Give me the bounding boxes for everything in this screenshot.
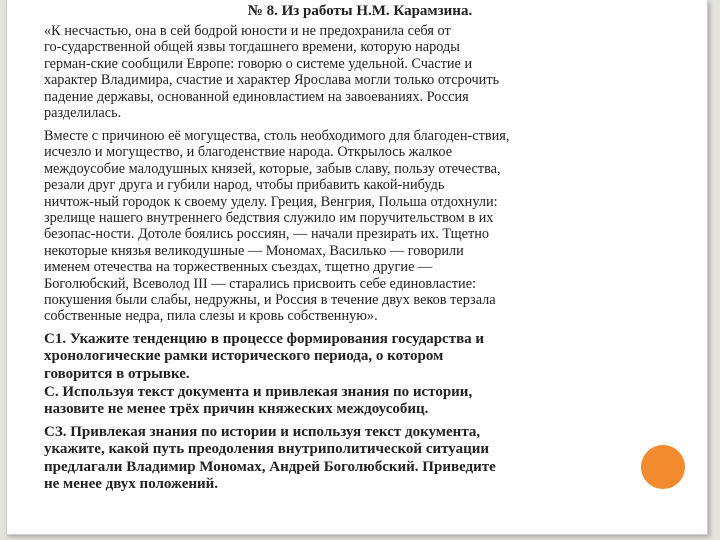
text-line: С. Используя текст документа и привлекая знания по истории, — [44, 384, 473, 400]
text-line: исчезло и могущество, и благоденствие народа. Открылось жалкое — [44, 144, 453, 161]
text-line: предлагали Владимир Мономах, Андрей Боголюбский. Приведите — [44, 458, 496, 475]
text-line: СЗ. Привлекая знания по истории и используя текст документа, — [44, 424, 481, 440]
question-c2 — [44, 384, 706, 419]
text-line: безопас-ности. Дотоле боялись россиян, — начали презирать их. Тщетно — [44, 226, 490, 243]
quote-paragraph-1 — [44, 23, 706, 121]
text-line: «К несчастью, она в сей бодрой юности и не предохранила себя от — [44, 23, 451, 39]
text-line: укажите, какой путь преодоления внутриполитической ситуации — [44, 441, 490, 458]
text-line: Боголюбский, Всеволод III — старались присвоить себе единовластие: — [44, 275, 477, 292]
document-title: № 8. Из работы Н.М. Карамзина. — [247, 3, 473, 19]
question-c3 — [44, 424, 706, 493]
text-line: собственные недра, пила слезы и кровь собственную». — [44, 308, 378, 325]
text-line: некоторые князья великодушные — Мономах, Василько — говорили — [44, 242, 464, 259]
text-line: хронологические рамки исторического периода, о котором — [44, 348, 444, 365]
text-line: не менее двух положений. — [44, 475, 219, 492]
text-line: именем отечества на торжественных съездах, тщетно другие — — [44, 259, 433, 276]
quote-paragraph-2 — [44, 128, 706, 325]
text-line: зрелище нашего внутреннего бедствия служило им поручительством в их — [44, 210, 494, 227]
text-line: ничтож-ный городок к своему уделу. Греция, Венгрия, Польша отдохнули: — [44, 193, 498, 210]
text-line: С1. Укажите тенденцию в процессе формирования государства и — [44, 331, 485, 347]
text-line: назовите не менее трёх причин княжеских междоусобиц. — [44, 401, 429, 418]
question-c1 — [44, 331, 706, 383]
text-line: междоусобие малодушных князей, которые, забыв славу, пользу отечества, — [44, 160, 501, 177]
text-line: Вместе с причиною её могущества, столь необходимого для благоден-ствия, — [44, 128, 510, 144]
text-line: падение державы, основанной единовластием на завоеваниях. Россия — [44, 88, 469, 105]
text-line: герман-ские сообщили Европе: говорю о системе удельной. Счастие и — [44, 55, 473, 72]
text-line: го-сударственной общей язвы тогдашнего времени, которую народы — [44, 39, 460, 56]
text-line: разделилась. — [44, 105, 122, 122]
text-line: покушения были слабы, недружны, и Россия в течение двух веков терзала — [44, 292, 496, 309]
text-line: характер Владимира, счастие и характер Ярослава могли только отсрочить — [44, 72, 500, 89]
text-line: резали друг друга и губили народ, чтобы прибавить какой-нибудь — [44, 177, 445, 194]
text-line: говорится в отрывке. — [44, 365, 190, 382]
